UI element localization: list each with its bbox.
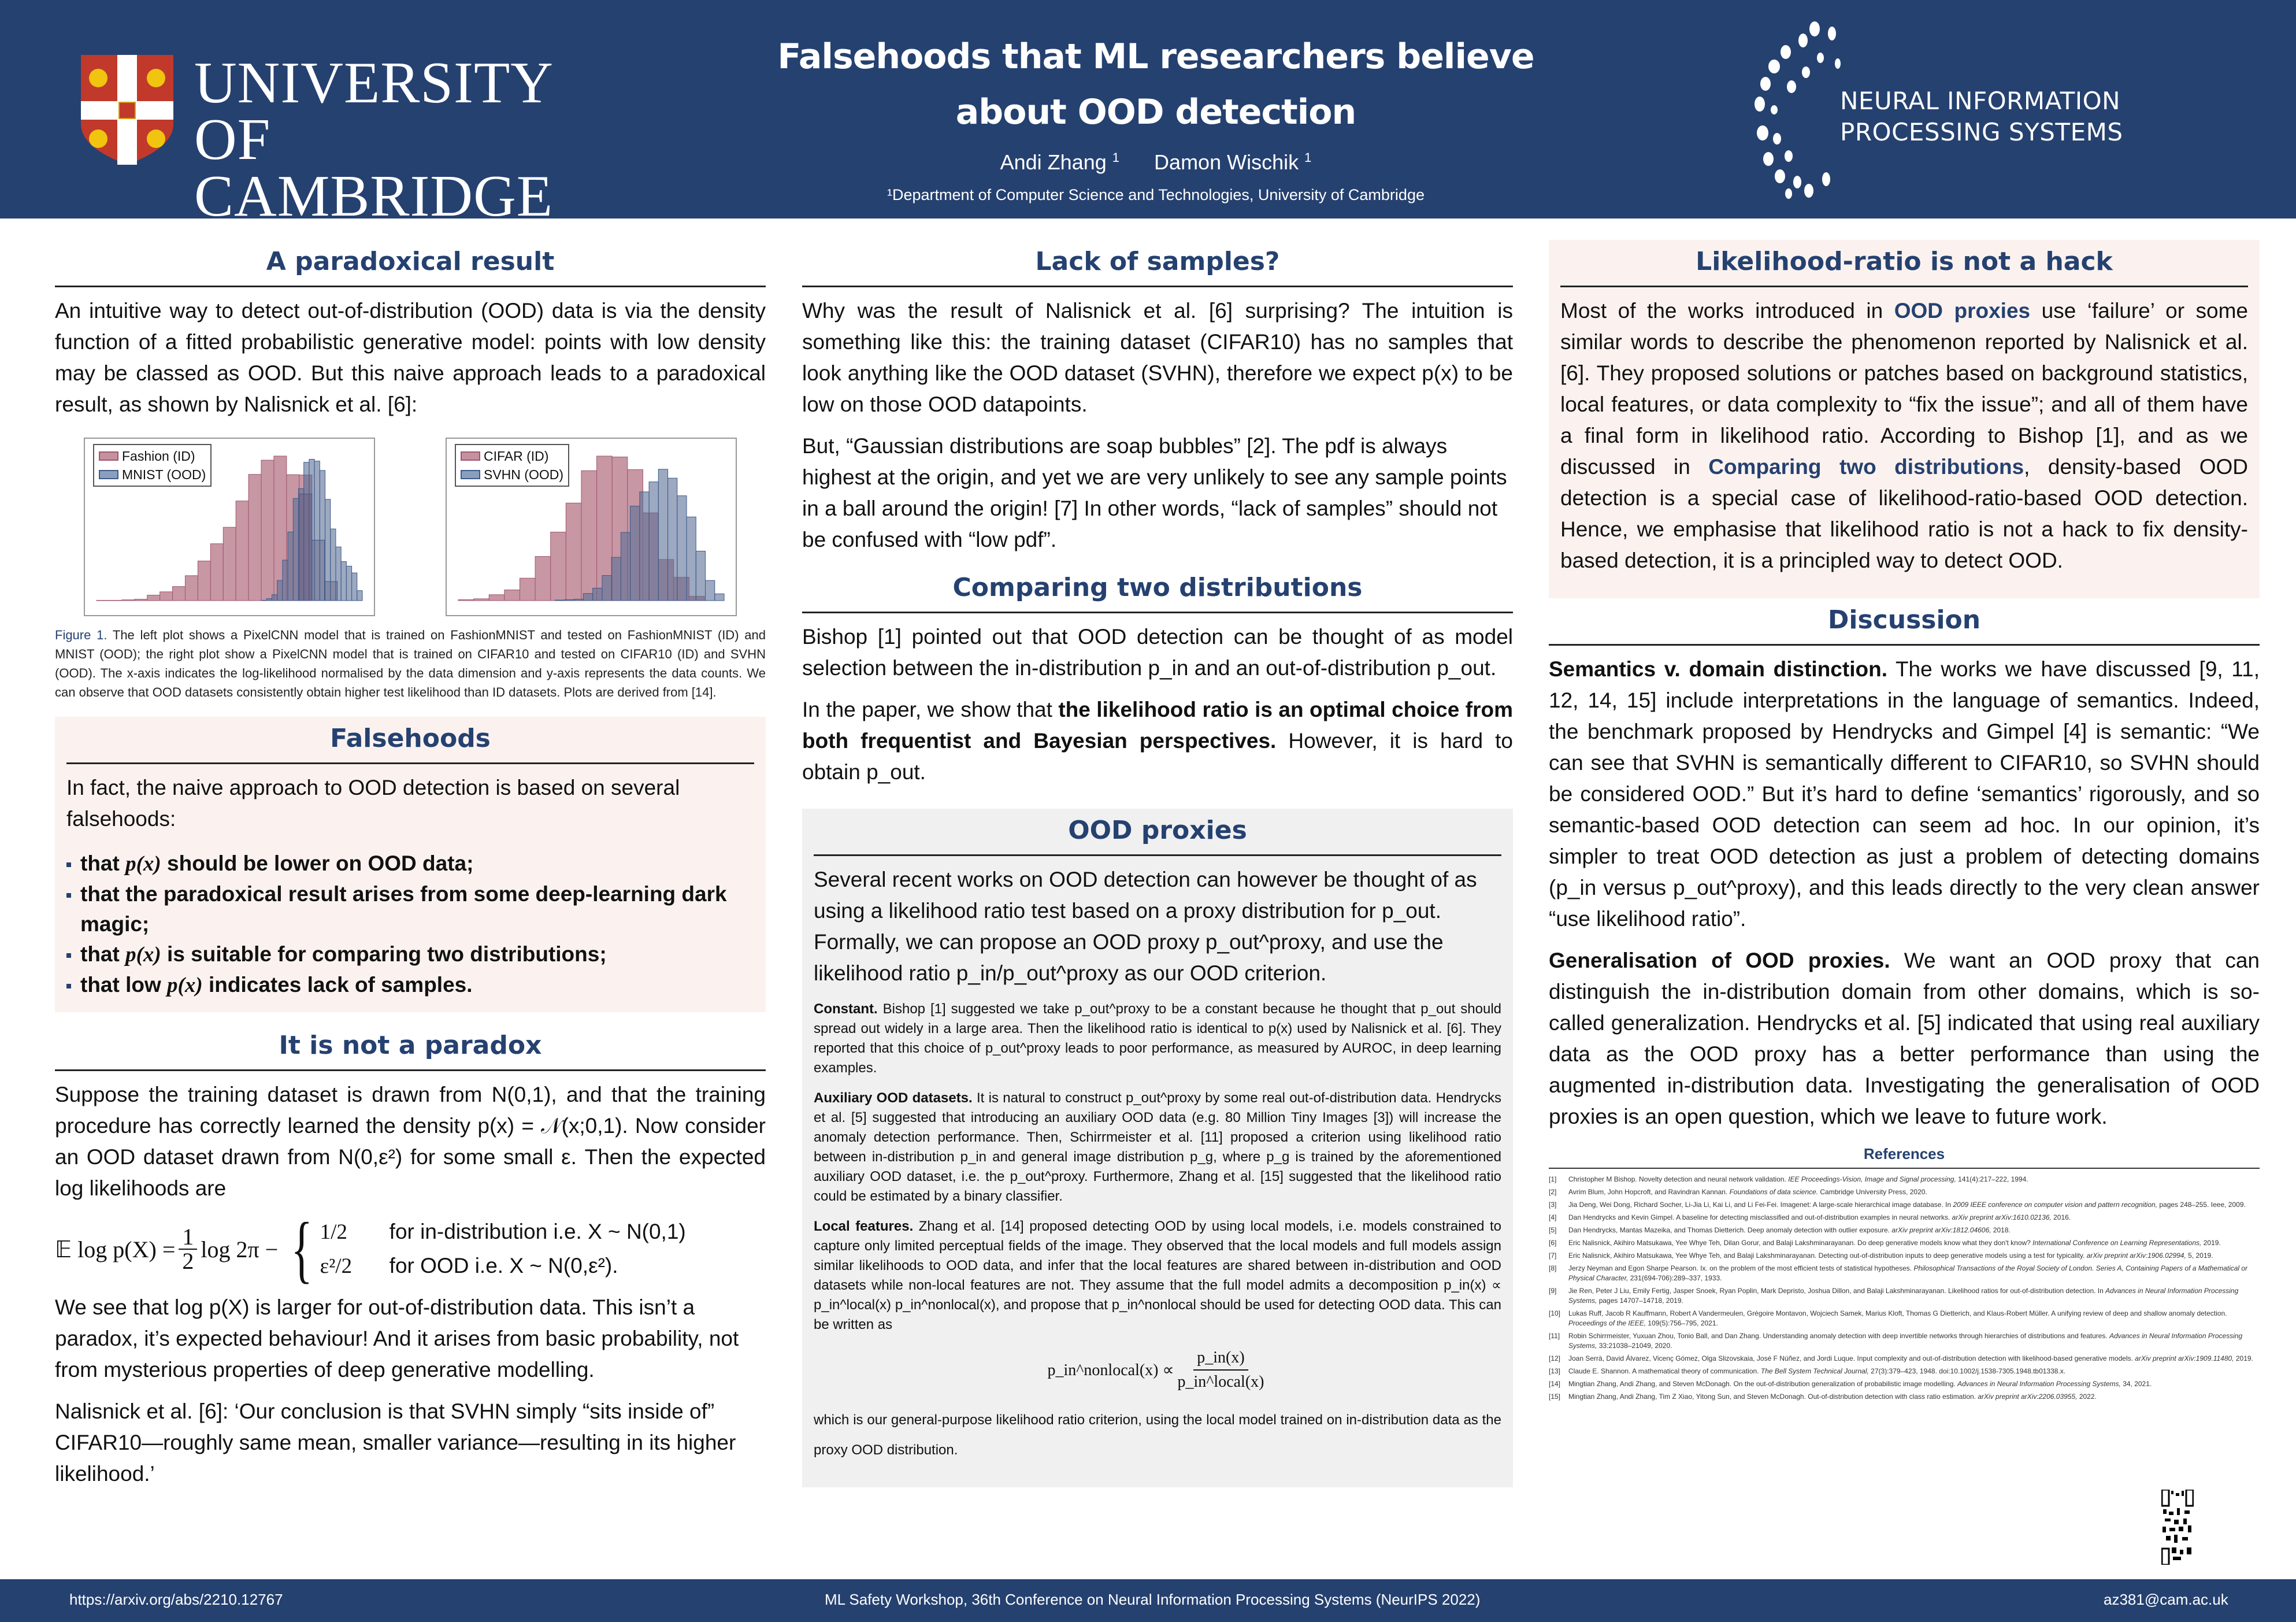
paragraph-text: Bishop [1] suggested we take p_out^proxy to be a constant because he thought that p_out should spread out widely in a large area. Then the likelihood ratio is identical to p(x) used by Nalisnick et al. [6]. They reported that this choice of p_out^proxy leads to poor performance, as measured by AUROC, in deep learning examples. [814,1001,1502,1076]
legend-swatch-ood [99,470,118,479]
reference-item [1549,1175,2260,1184]
reference-text: Robin Schirrmeister, Yuxuan Zhou, Tonio Ball, and Dan Zhang. Understanding anomaly detection with deep invertible networks through hierarchies of distributions and features. Advances in Neural Information Processing Systems, 33:21038–21049, 2020. [1568,1332,2243,1350]
histogram-bar-id [566,503,581,601]
title-block [693,23,1618,204]
reference-number: [13] [1549,1367,1561,1375]
reference-number: [1] [1549,1175,1557,1183]
histogram-bar-ood [687,517,696,601]
item-math: p(x) [125,943,161,966]
proxies-local [814,1217,1501,1335]
venue: ML Safety Workshop, 36th Conference on Neural Information Processing Systems (NeurIPS 2022) [825,1591,1481,1608]
column-middle [802,240,1513,1487]
reference-text: Claude E. Shannon. A mathematical theory of communication. The Bell System Technical Journal, 27(3):379–423, 1948. doi:10.1002/j.1538-7305.1948.tb01338.x. [1568,1367,2066,1375]
section-lack-of-samples [802,240,1513,556]
neurips-line1: NEURAL INFORMATION [1840,87,2121,115]
falsehoods-list [66,849,754,1001]
item-math: p(x) [167,973,203,997]
histogram-bar-id [109,600,122,601]
author-affil-mark: 1 [1112,150,1120,165]
histogram-bar-ood [283,560,288,601]
neurips-name [1840,86,2123,148]
reference-item [1549,1200,2260,1210]
caption-text: The left plot shows a PixelCNN model that is trained on FashionMNIST and tested on FashionMNIST (ID) and MNIST (OOD); the right plot show a PixelCNN model that is trained on CIFAR10 and tested on CIFAR10 (ID) and SVHN (OOD). The x-axis indicates the log-likelihood normalised by the data dimension and y-axis represents the data counts. We can observe that OOD datasets consistently obtain higher test likelihood than ID datasets. Plots are derived from [14]. [55,628,766,699]
paragraph-text: The works we have discussed [9, 11, 12, 14, 15] include interpretations in the language of semantics. Indeed, the benchmark proposed by Hendrycks and Gimpel [4] is semantic: “We can see that SVHN is semantically different to CIFAR10, so SVHN should be considered OOD.” But it’s hard to define ‘semantics’ rigorously, and so semantic-based OOD detection can seem ad hoc. In our opinion, it’s simpler to treat OOD detection as just a problem of detecting domains (p_in versus p_out^proxy), and this leads directly to the very clean answer “use likelihood ratio”. [1549,657,2260,931]
comparing-p2 [802,694,1513,788]
histogram-bar-ood [266,599,272,601]
histogram-bar-id [261,460,274,601]
reference-number: [6] [1549,1239,1557,1247]
proxies-constant [814,999,1501,1078]
section-title: Lack of samples? [802,240,1513,287]
histogram-bar-id [135,599,147,601]
expected-log-likelihood-equation [55,1208,766,1291]
histogram-bar-id [236,501,248,601]
histogram-bar-id [122,600,135,601]
histogram-bar-id [458,599,474,601]
figure-1 [55,438,766,616]
body-text: Most of the works introduced in [1560,299,1894,323]
reference-item [1549,1264,2260,1283]
reference-text: Avrim Blum, John Hopcroft, and Ravindran Kannan. Foundations of data science. Cambridge University Press, 2020. [1568,1188,1927,1196]
reference-item [1549,1367,2260,1376]
histogram-bar-id [248,475,261,601]
histogram-bar-id [185,576,198,601]
reference-text: Mingtian Zhang, Andi Zhang, and Steven McDonagh. On the out-of-distribution generalization of probabilistic image modelling. Advances in Neural Information Processing Systems, 34, 2021. [1568,1380,2152,1388]
eq-numerator: p_in(x) [1193,1346,1248,1371]
link-ood-proxies[interactable]: OOD proxies [1894,299,2031,323]
author-affil-mark: 1 [1304,150,1312,165]
eq-mid: log 2π − [201,1236,279,1262]
histogram-bar-id [223,527,236,601]
references-title: References [1549,1143,2260,1169]
histogram-bar-ood [621,532,630,601]
histogram-cifar-svhn [446,438,737,616]
section-ood-proxies [802,809,1513,1487]
histogram-bar-id [505,590,520,601]
legend-label: SVHN (OOD) [484,467,563,482]
brace-icon: { [291,1208,313,1291]
column-right [1549,240,2260,1405]
histogram-bar-ood [602,576,611,601]
legend-label: MNIST (OOD) [122,467,206,482]
affiliation: ¹Department of Computer Science and Technologies, University of Cambridge [887,186,1425,203]
histogram-bar-id [198,561,210,601]
histogram-bar-ood [715,594,724,601]
histogram-bar-ood [341,562,346,601]
paragraph-label: Auxiliary OOD datasets. [814,1090,973,1106]
chart-legend [455,444,569,487]
legend-entry-id [461,447,563,465]
proxies-auxiliary [814,1088,1501,1206]
not-hack-body [1560,295,2248,576]
reference-text: Mingtian Zhang, Andi Zhang, Tim Z Xiao, Yitong Sun, and Steven McDonagh. Out-of-distribution detection with class ratio estimation. arXiv preprint arXiv:2206.03955, 2022. [1568,1393,2097,1401]
item-math: p(x) [125,852,161,876]
reference-item [1549,1187,2260,1197]
reference-text: Christopher M Bishop. Novelty detection and neural network validation. IEE Proceedings-Vision, Image and Signal processing, 141(4):217–222, 1994. [1568,1175,2028,1183]
histogram-bar-ood [630,506,640,601]
histogram-bar-ood [696,551,705,601]
case-value: 1/2 [320,1220,347,1244]
paragraph-text: We want an OOD proxy that can distinguish the in-distribution domain from other domains, which is so-called generalization. Hendrycks et al. [5] indicated that using real auxiliary data as the OOD proxy has a better performance than using the augmented in-distribution data. Investigating the generalisation of OOD proxies is an open question, which we leave to future work. [1549,949,2260,1128]
item-text: is suitable for comparing two distributions; [161,942,607,966]
falsehood-item [66,879,754,939]
histogram-bar-ood [277,580,283,601]
histogram-bar-ood [261,600,266,601]
histogram-bar-id [489,595,505,601]
eq-lhs: 𝔼 log p(X) = [55,1236,176,1262]
reference-text: Dan Hendrycks and Kevin Gimpel. A baseline for detecting misclassified and out-of-distribution examples in neural networks. arXiv preprint arXiv:1610.02136, 2016. [1568,1213,2071,1221]
poster-footer [0,1579,2296,1622]
histogram-bar-id [535,557,551,601]
author: Andi Zhang [1000,150,1107,174]
falsehood-item [66,849,754,879]
legend-entry-ood [461,465,563,484]
histogram-bar-id [173,587,186,601]
not-paradox-p3: Nalisnick et al. [6]: ‘Our conclusion is that SVHN simply “sits inside of” CIFAR10—roughly same mean, smaller variance—resulting in its higher likelihood.’ [55,1399,736,1486]
reference-item [1549,1379,2260,1389]
section-falsehoods [55,717,766,1012]
eq-fraction [1178,1346,1264,1394]
reference-number: [7] [1549,1251,1557,1260]
eq-numerator: 1 [179,1225,197,1250]
section-title: Falsehoods [66,717,754,764]
histogram-bar-id [147,595,160,601]
lack-samples-p2: But, “Gaussian distributions are soap bubbles” [2]. The pdf is always highest at the origin, and yet we are very unlikely to see any sample points in a ball around the origin! [7] In other words, “lack of samples” should not be confused with “low pdf”. [802,434,1507,551]
histogram-bar-id [551,532,566,601]
legend-label: Fashion (ID) [122,449,195,464]
paragraph-text: Zhang et al. [14] proposed detecting OOD by using local models, i.e. models constrained to capture only limited perceptual fields of the image. They observed that the local models and full models assign similar likelihoods to OOD data, and infer that the local features are shared between in-distribution and OOD datasets while non-local features are not. They assume that the full model admits a decomposition p_in(x) ∝ p_in^local(x) p_in^nonlocal(x), and propose that p_in^nonlocal should be used for detecting OOD data. This can be written as [814,1219,1501,1332]
qr-code-icon[interactable] [2161,1490,2194,1565]
neurips-line2: PROCESSING SYSTEMS [1840,118,2123,146]
discussion-semantics [1549,654,2260,935]
reference-item [1549,1251,2260,1261]
paragraph-text: It is natural to construct p_out^proxy by some real out-of-distribution data. Hendrycks et al. [5] suggested that introducing an auxiliary OOD data (e.g. 80 Million Tiny Images [3]) will increase the anomaly detection performance. Then, Schirrmeister et al. [11] proposed a criterion using likelihood ratio between in-distribution p_in and general image distribution p_g, where p_g is trained by the aforementioned auxiliary OOD dataset, i.e. the p_out^proxy. Furthermore, Zhang et al. [15] suggested that the likelihood ratio could be estimated by a binary classifier. [814,1090,1501,1204]
falsehood-item [66,970,754,1001]
section-title: Comparing two distributions [802,566,1513,613]
histogram-bar-ood [325,582,337,601]
paragraph-label: Generalisation of OOD proxies. [1549,949,1890,972]
reference-list [1549,1175,2260,1402]
reference-text: Jia Deng, Wei Dong, Richard Socher, Li-Jia Li, Kai Li, and Li Fei-Fei. Imagenet: A large-scale hierarchical image database. In 2009 IEEE conference on computer vision and pattern recognition, pages 248–255. Ieee, 2009. [1568,1201,2246,1209]
contact-email[interactable]: az381@cam.ac.uk [2104,1591,2228,1608]
histogram-bar-id [97,600,109,601]
chart-legend [93,444,212,487]
eq-denominator: 2 [182,1248,194,1274]
histogram-bar-ood [352,573,357,601]
section-not-paradox [55,1024,766,1490]
paradox-body: An intuitive way to detect out-of-distribution (OOD) data is via the density function of a fitted probabilistic generative model: points with low density may be classed as OOD. But this naive approach leads to a paradoxical result, as shown by Nalisnick et al. [6]: [55,299,766,416]
case-text: for OOD i.e. X ~ N(0,ε²). [389,1254,618,1277]
title-line2: about OOD detection [955,92,1356,132]
section-title: It is not a paradox [55,1024,766,1071]
histogram-bar-ood [312,540,325,601]
reference-text: Jie Ren, Peter J Liu, Emily Fertig, Jasper Snoek, Ryan Poplin, Mark Depristo, Joshua Dillon, and Balaji Lakshminarayanan. Likelihood ratios for out-of-distribution detection. In Advances in Neural Information Processing Systems, pages 14707–14718, 2019. [1568,1287,2239,1305]
link-comparing-two-distributions[interactable]: Comparing two distributions [1708,455,2024,479]
neurips-logo [1751,17,2271,202]
eq-cases [284,1208,686,1291]
reference-number: [5] [1549,1226,1557,1234]
histogram-bar-ood [288,532,293,601]
reference-text: Eric Nalisnick, Akihiro Matsukawa, Yee Whye Teh, Dilan Gorur, and Balaji Lakshminarayanan. Do deep generative models know what they don't know? International Conference on Learning Representations, 2019. [1568,1239,2221,1247]
university-name [194,50,624,229]
p2-emphasis: the likelihood ratio is an optimal choice from both frequentist and Bayesian perspectives. [802,698,1513,753]
case-row [320,1249,686,1283]
histogram-bar-ood [640,492,649,601]
reference-item [1549,1238,2260,1248]
reference-number: [9] [1549,1287,1557,1295]
poster-title [693,29,1618,140]
reference-text: Dan Hendrycks, Mantas Mazeika, and Thomas Dietterich. Deep anomaly detection with outlier exposure. arXiv preprint arXiv:1812.04606, 2018. [1568,1226,2011,1234]
histogram-fashion-mnist [84,438,375,616]
reference-number: [3] [1549,1201,1557,1209]
section-title: OOD proxies [814,809,1501,856]
reference-item [1549,1331,2260,1351]
poster-header [0,0,2296,229]
comparing-p1: Bishop [1] pointed out that OOD detection can be thought of as model selection between the in-distribution p_in and an out-of-distribution p_out. [802,625,1513,680]
not-paradox-p1: Suppose the training dataset is drawn from N(0,1), and that the training procedure has correctly learned the density p(x) = 𝒩(x;0,1). Now consider an OOD dataset drawn from N(0,ε²) for some small ε. Then the expected log likelihoods are [55,1083,766,1200]
paragraph-label: Constant. [814,1001,878,1017]
histogram-bar-id [210,544,223,601]
case-value: ε²/2 [320,1254,353,1278]
section-title: A paradoxical result [55,240,766,287]
discussion-generalisation [1549,945,2260,1132]
authors [693,150,1618,175]
cambridge-logo [81,50,624,229]
reference-text: Jerzy Neyman and Egon Sharpe Pearson. Ix. on the problem of the most efficient tests of statistical hypotheses. Philosophical Transactions of the Royal Society of London. Series A, Containing Papers of a Mathematical or Physical Character, 231(694-706):289–337, 1933. [1568,1264,2248,1282]
histogram-bar-ood [677,496,687,601]
case-text: for in-distribution i.e. X ~ N(0,1) [389,1220,686,1243]
reference-text: Lukas Ruff, Jacob R Kauffmann, Robert A Vandermeulen, Grégoire Montavon, Wojciech Samek, Marius Kloft, Thomas G Dietterich, and Klaus-Robert Müller. A unifying review of deep and shallow anomaly detection. Proceedings of the IEEE, 109(5):756–795, 2021. [1568,1309,2227,1327]
eq-fraction [179,1225,197,1273]
column-left [55,240,766,1500]
lack-samples-p1: Why was the result of Nalisnick et al. [6] surprising? The intuition is something like this: the training dataset (CIFAR10) has no samples that look anything like the OOD dataset (SVHN), therefore we expect p(x) to be low on those OOD datapoints. [802,299,1513,416]
reference-item [1549,1309,2260,1328]
neurips-dots-icon [1751,17,1844,202]
proxies-intro: Several recent works on OOD detection can however be thought of as using a likelihood ratio test based on a proxy distribution for p_out. Formally, we can propose an OOD proxy p_out^proxy, and use the likelihood ratio p_in/p_out^proxy as our OOD criterion. [814,868,1477,985]
cambridge-shield-icon [81,55,185,165]
reference-number: [15] [1549,1393,1561,1401]
histogram-bar-ood [346,566,351,601]
falsehood-item [66,939,754,970]
falsehoods-intro: In fact, the naive approach to OOD detection is based on several falsehoods: [66,776,680,831]
case-row [320,1215,686,1249]
legend-entry-ood [99,465,206,484]
item-text: that the paradoxical result arises from some deep-learning dark magic; [80,882,727,936]
histogram-bar-ood [668,478,677,601]
body-text: , density-based OOD detection is a special case of likelihood-ratio-based OOD detection. Hence, we emphasise that likelihood ratio is not a hack to fix density-based detection, it is a principled way to detect OOD. [1560,455,2248,572]
eq-lhs: p_in^nonlocal(x) ∝ [1047,1361,1174,1379]
histogram-bar-id [474,599,489,601]
reference-item [1549,1225,2260,1235]
histogram-bar-ood [583,594,592,601]
university-line2: CAMBRIDGE [194,164,554,229]
paragraph-label: Semantics v. domain distinction. [1549,657,1887,681]
title-line1: Falsehoods that ML researchers believe [777,36,1534,77]
legend-swatch-id [99,451,118,461]
histogram-bar-ood [593,588,602,601]
section-title: Likelihood-ratio is not a hack [1560,240,2248,287]
item-text: indicates lack of samples. [202,973,473,997]
reference-number: [4] [1549,1213,1557,1221]
section-references [1549,1143,2260,1402]
histogram-bar-ood [272,595,277,601]
section-not-a-hack [1549,240,2260,598]
reference-number: [2] [1549,1188,1557,1196]
reference-number: [14] [1549,1380,1561,1388]
histogram-bar-id [520,578,535,601]
figure-label: Figure 1. [55,628,107,642]
p2-text: In the paper, we show that [802,698,1059,721]
reference-item [1549,1392,2260,1402]
not-paradox-p2: We see that log p(X) is larger for out-of-distribution data. This isn’t a paradox, it’s expected behaviour! And it arises from basic probability, not from mysterious properties of deep generative modelling. [55,1295,739,1382]
reference-item [1549,1286,2260,1306]
histogram-bar-ood [555,600,565,601]
section-paradoxical-result [55,240,766,702]
body-text: use ‘failure’ or some similar words to describe the phenomenon reported by Nalisnick et al. [6]. They proposed solutions or patches based on background statistics, local features, or data complexity to “fix the issue”; and all of them have a final form in likelihood ratio. According to Bishop [1], and as we discussed in [1560,299,2248,479]
histogram-bar-ood [574,599,583,601]
figure-caption [55,625,766,702]
reference-number: [11] [1549,1332,1560,1340]
paragraph-label: Local features. [814,1219,914,1234]
section-comparing-two-distributions [802,566,1513,788]
histogram-bar-ood [299,494,312,601]
histogram-bar-ood [565,599,574,601]
legend-entry-id [99,447,206,465]
item-text: that low [80,973,168,997]
histogram-bar-ood [611,557,621,601]
item-text: that [80,851,126,875]
item-text: that [80,942,126,966]
histogram-bar-id [160,592,173,601]
histogram-bar-ood [357,591,362,601]
arxiv-link[interactable]: https://arxiv.org/abs/2210.12767 [69,1591,283,1608]
nonlocal-equation [814,1346,1501,1394]
section-title: Discussion [1549,598,2260,646]
eq-denominator: p_in^local(x) [1177,1373,1264,1391]
histogram-bar-ood [649,482,658,601]
reference-item [1549,1354,2260,1364]
reference-item [1549,1213,2260,1223]
histogram-bar-ood [706,580,715,601]
reference-number: [10] [1549,1309,1561,1317]
reference-number: [8] [1549,1264,1557,1272]
item-text: should be lower on OOD data; [161,851,474,875]
university-line1: UNIVERSITY OF [194,50,552,172]
histogram-bar-id [581,471,597,601]
reference-text: Eric Nalisnick, Akihiro Matsukawa, Yee Whye Teh, and Balaji Lakshminarayanan. Detecting out-of-distribution inputs to deep generative models using a test for typicality. arXiv preprint arXiv:1906.02994, 5, 2019. [1568,1251,2213,1260]
histogram-bar-ood [293,498,298,601]
reference-text: Joan Serrà, David Álvarez, Vicenç Gómez, Olga Slizovskaia, José F Núñez, and Jordi Luque. Input complexity and out-of-distribution detection with likelihood-based generative models. arXiv preprint arXiv:1909.11480, 2019. [1568,1354,2253,1362]
section-discussion [1549,598,2260,1132]
legend-swatch-ood [461,470,480,479]
legend-swatch-id [461,451,480,461]
reference-number: [12] [1549,1354,1561,1362]
proxies-outro: which is our general-purpose likelihood ratio criterion, using the local model trained on in-distribution data as the proxy OOD distribution. [814,1412,1501,1458]
author: Damon Wischik [1154,150,1299,174]
p2-text: However, it is hard to obtain p_out. [802,729,1514,784]
legend-label: CIFAR (ID) [484,449,549,464]
histogram-bar-ood [658,469,667,601]
